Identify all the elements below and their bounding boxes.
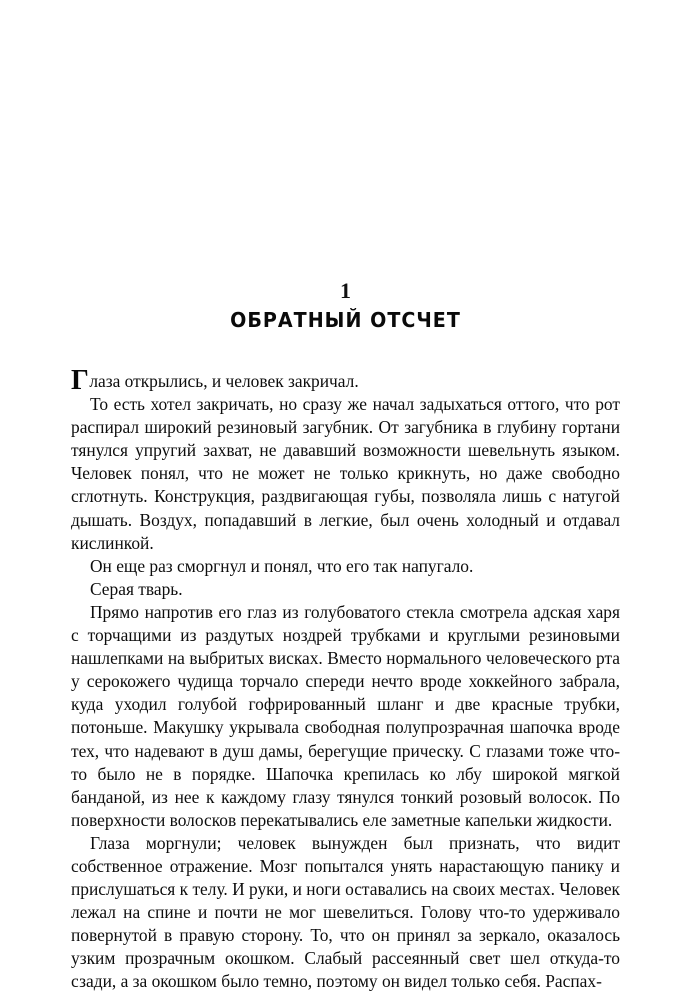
body-paragraph: Он еще раз сморгнул и понял, что его так напугало. — [90, 555, 474, 576]
body-paragraph-text: лаза открылись, и человек закричал. — [89, 371, 359, 391]
body-paragraph: Глаза моргнули; человек вынужден был признать, что видит собственное отражение. Мозг попытался унять нарастающую панику и прислушаться к телу. И руки, и ноги оставались на своих местах. Человек лежал на спине и почти не мог шевелиться. Голову что-то удерживало повернутой в правую сторону. То, что он принял за зеркало, оказалось узким прозрачным окошком. Слабый рассеянный свет шел откуда-то сзади, а за окошком было темно, поэтому он видел только себя. Распах- — [71, 832, 620, 992]
body-paragraph: То есть хотел закричать, но сразу же начал задыхаться оттого, что рот распирал широкий резиновый загубник. От загубника в глубину гортани тянулся упругий захват, не дававший возможности шевельнуть языком. Человек понял, что не может не только крикнуть, но даже свободно сглотнуть. Конструкция, раздвигающая губы, позволяла лишь с натугой дышать. Воздух, попадавший в легкие, был очень холодный и отдавал кислинкой. — [71, 394, 620, 553]
chapter-title: ОБРАТНЫЙ ОТСЧЕТ — [230, 308, 461, 332]
body-paragraph: Прямо напротив его глаз из голубоватого стекла смотрела адская харя с торчащими из раздутых ноздрей трубками и круглыми резиновыми нашлепками на выбритых висках. Вместо нормального человеческого рта у серокожего чудища торчало спереди нечто вроде хоккейного забрала, куда уходил голубой гофрированный шланг и две красные трубки, потоньше. Макушку укрывала свободная полупрозрачная шапочка вроде тех, что надевают в душ дамы, берегущие прическу. С глазами тоже что-то было не в порядке. Шапочка крепилась ко лбу широкой мягкой банданой, из нее к каждому глазу тянулся тонкий розовый волосок. По поверхности волосков перекатывались еле заметные капельки жидкости. — [71, 601, 620, 830]
body-paragraph: Серая тварь. — [90, 578, 183, 599]
page-text-block — [71, 278, 620, 994]
chapter-number: 1 — [340, 278, 351, 303]
drop-cap: Г — [71, 365, 89, 396]
body-paragraph — [71, 365, 620, 396]
body-copy — [71, 367, 620, 994]
